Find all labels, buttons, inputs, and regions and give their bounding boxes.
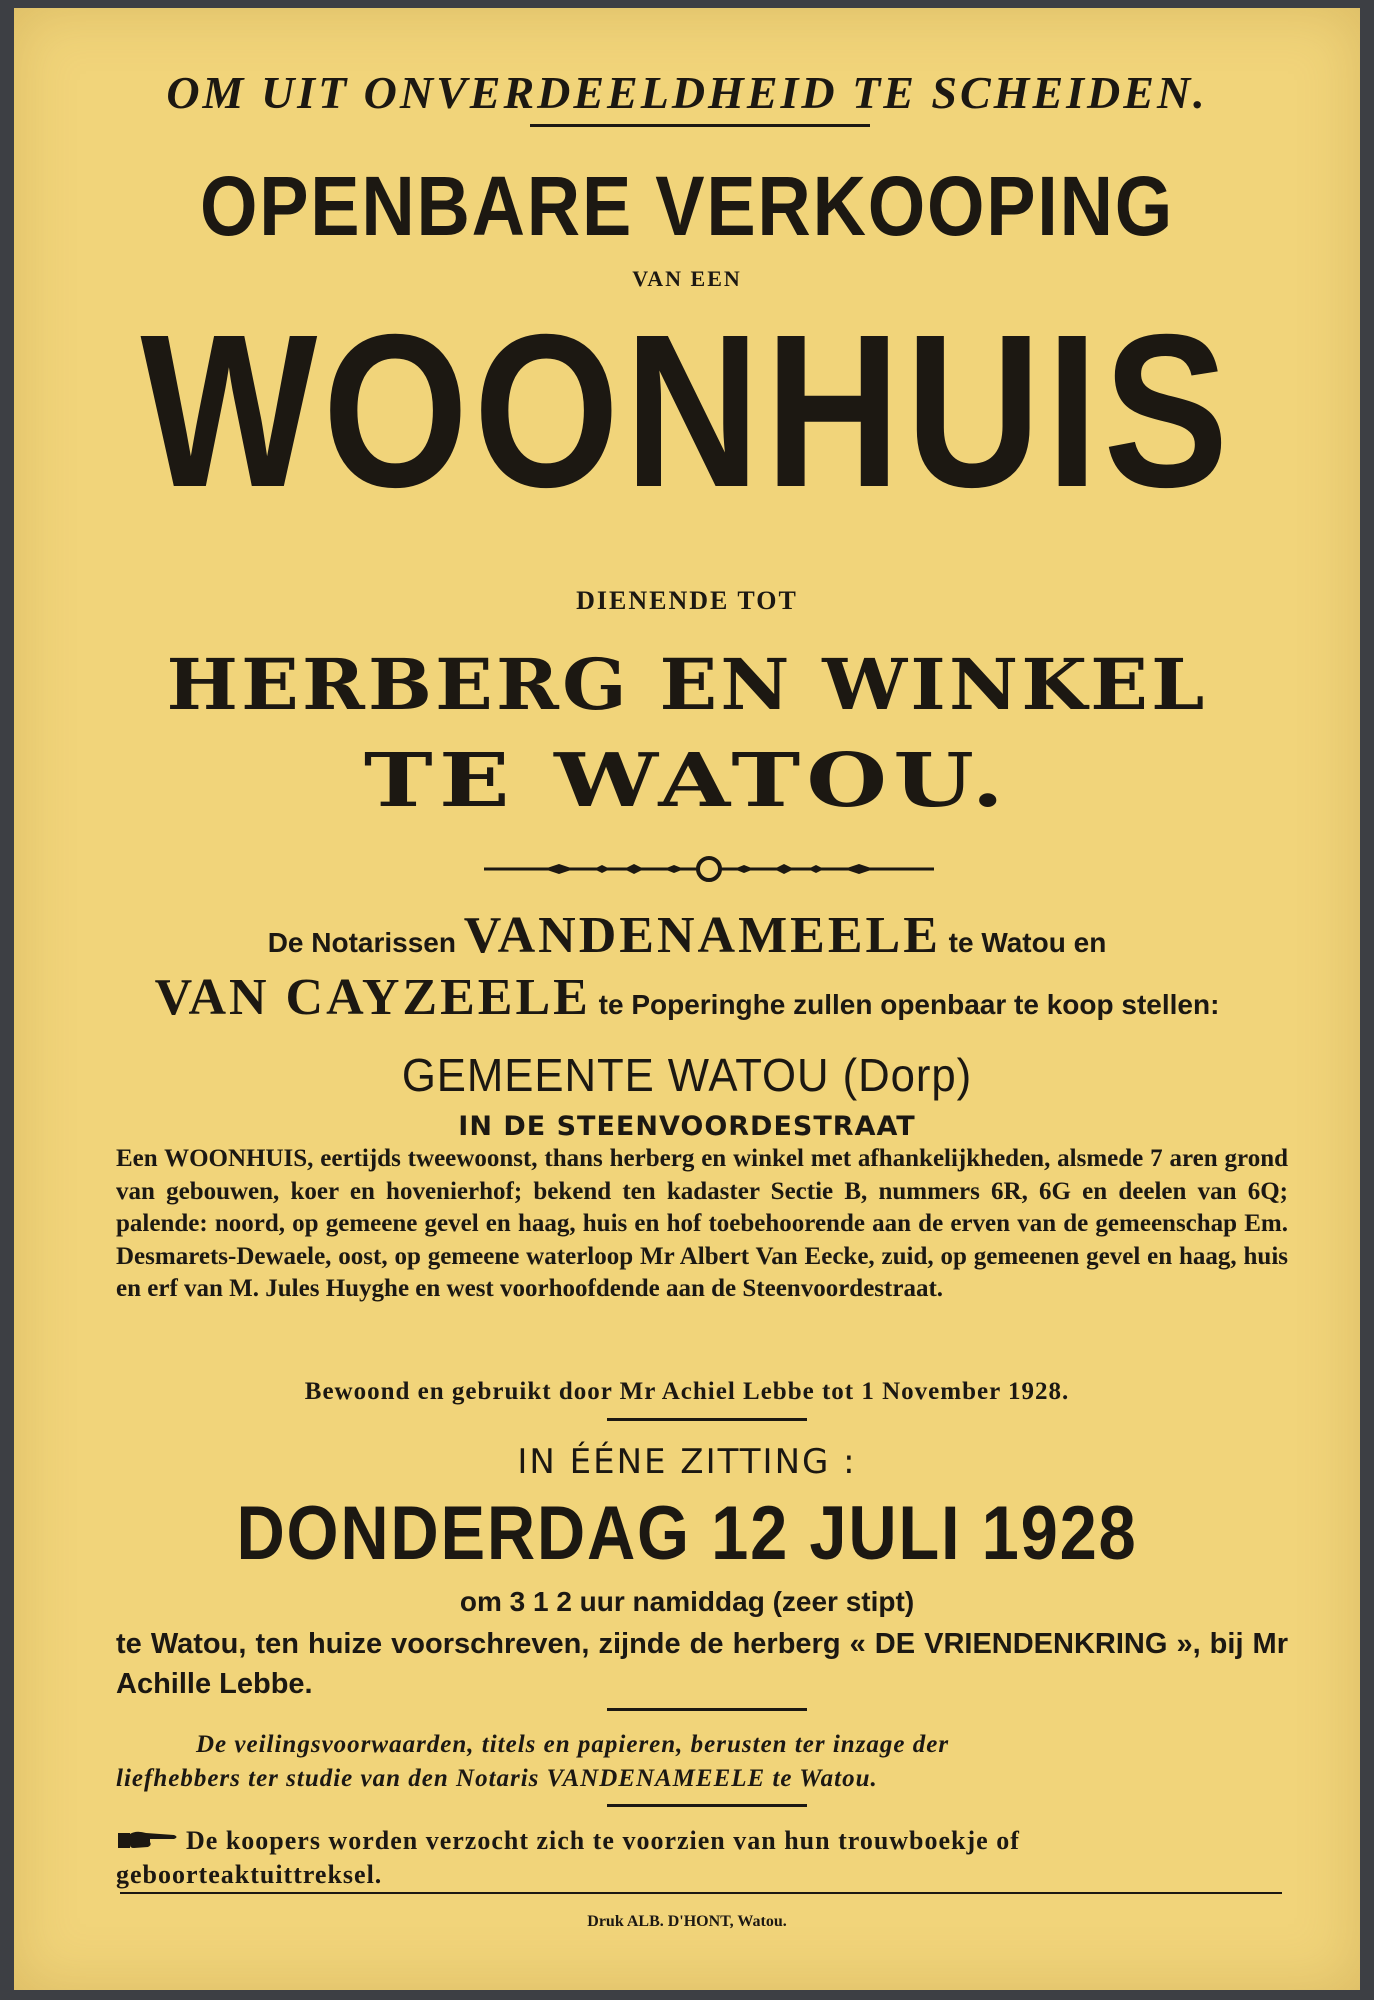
notaries-line-2 (14, 968, 1360, 1027)
rule-bottom (120, 1892, 1282, 1894)
poster-reason: OM UIT ONVERDEELDHEID TE SCHEIDEN. (166, 67, 1208, 118)
buyers-note (116, 1824, 1288, 1892)
property-description: Een WOONHUIS, eertijds tweewoonst, thans herberg en winkel met afhankelijkheden, alsmede 7 aren grond van gebouwen, koer en hovenierhof; bekend ten kadaster Sectie B, nummers 6R, 6G en deelen van 6Q; palende: noord, op gemeene gevel en haag, huis en hof toebehoorende aan de erven van de gemeenschap Em. Desmarets-Dewaele, oost, op gemeene waterloop Mr Albert Van Eecke, zuid, op gemeenen gevel en haag, huis en erf van M. Jules Huyghe en west voorhoofdende aan de Steenvoordestraat. (116, 1145, 1288, 1302)
notary-van-cayzeele: VAN CAYZEELE (154, 969, 591, 1026)
rule-middle-2 (607, 1708, 807, 1711)
main-heading: WOONHUIS (140, 290, 1234, 533)
conditions-line-2: liefhebbers ter studie van den Notaris VANDENAMEELE te Watou. (116, 1765, 878, 1792)
herberg-winkel-heading: HERBERG EN WINKEL (166, 643, 1208, 726)
conditions-note (116, 1728, 1288, 1796)
van-een-label: VAN EEN (632, 266, 742, 291)
rule-middle-1 (607, 1418, 807, 1421)
ornament-divider-icon (484, 844, 934, 894)
printer-credit: Druk ALB. D'HONT, Watou. (587, 1913, 787, 1930)
notaries-line-1 (14, 906, 1360, 965)
notary2-suffix: te Poperinghe zullen openbaar te koop stellen: (598, 989, 1220, 1020)
municipality-heading: GEMEENTE WATOU (Dorp) (401, 1049, 973, 1101)
pointing-hand-icon (116, 1828, 180, 1852)
notary1-suffix: te Watou en (948, 927, 1107, 958)
street-heading: IN DE STEENVOORDESTRAAT (458, 1111, 916, 1142)
te-watou-heading: TE WATOU. (363, 738, 1011, 824)
dienende-tot-label: DIENENDE TOT (576, 586, 798, 615)
notary-vandenameele: VANDENAMEELE (463, 907, 941, 964)
rule-middle-3 (607, 1804, 807, 1807)
occupancy-note: Bewoond en gebruikt door Mr Achiel Lebbe tot 1 November 1928. (304, 1378, 1070, 1405)
auction-location: te Watou, ten huize voorschreven, zijnde de herberg « DE VRIENDENKRING », bij Mr Achille Lebbe. (116, 1628, 1288, 1700)
auction-date: DONDERDAG 12 JULI 1928 (236, 1491, 1138, 1576)
session-label: IN ÉÉNE ZITTING : (517, 1442, 857, 1482)
conditions-line-1: De veilingsvoorwaarden, titels en papieren, berusten ter inzage der (196, 1731, 950, 1758)
auction-poster (14, 8, 1360, 1990)
buyers-note-text: De koopers worden verzocht zich te voorzien van hun trouwboekje of geboorteaktuittreksel. (116, 1826, 1020, 1889)
rule-top (530, 124, 870, 127)
auction-time: om 3 1 2 uur namiddag (zeer stipt) (459, 1586, 915, 1617)
notaries-prefix: De Notarissen (267, 927, 456, 958)
poster-title: OPENBARE VERKOOPING (199, 159, 1174, 253)
